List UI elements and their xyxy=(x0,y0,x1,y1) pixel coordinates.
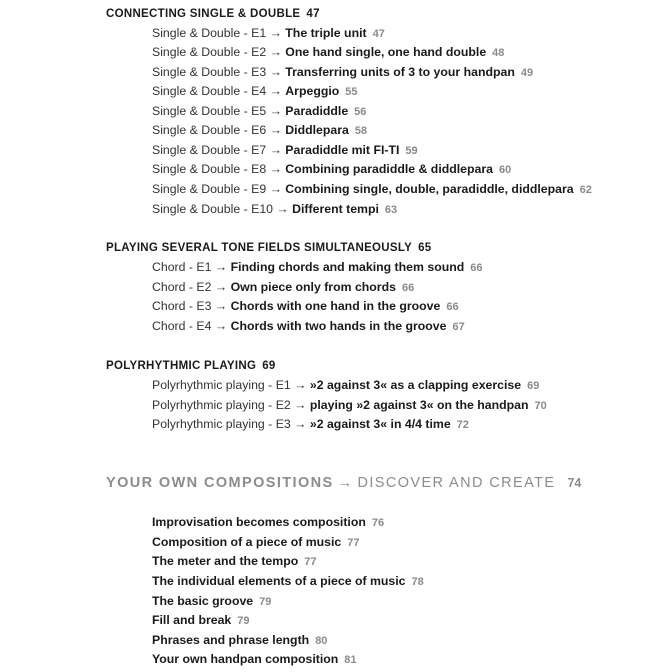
entry-title: »2 against 3« in 4/4 time xyxy=(309,417,451,431)
entry-prefix: Chord - E2 → xyxy=(152,280,231,294)
section-title: PLAYING SEVERAL TONE FIELDS SIMULTANEOUSLY xyxy=(106,242,413,254)
entry-title: Arpeggio xyxy=(285,84,340,98)
section-title: POLYRHYTHMIC PLAYING xyxy=(106,360,257,372)
toc-entry[interactable] xyxy=(152,613,250,627)
entry-page-number: 80 xyxy=(315,635,328,647)
entry-page-number: 79 xyxy=(237,615,250,627)
entry-prefix: Single & Double - E5 → xyxy=(152,104,286,118)
entry-page-number: 78 xyxy=(411,576,424,588)
entry-page-number: 56 xyxy=(354,106,367,118)
part-title-bold: YOUR OWN COMPOSITIONS xyxy=(106,475,334,491)
toc-entry[interactable] xyxy=(152,652,357,666)
entry-title: playing »2 against 3« on the handpan xyxy=(309,398,529,412)
toc-entry[interactable] xyxy=(152,143,418,157)
entry-page-number: 79 xyxy=(259,596,272,608)
toc-entry[interactable] xyxy=(152,162,511,176)
entry-title: The meter and the tempo xyxy=(152,554,299,568)
arrow-right-icon: → xyxy=(337,475,354,491)
section-page-number: 65 xyxy=(418,242,432,254)
toc-entry[interactable] xyxy=(152,319,465,333)
entry-page-number: 66 xyxy=(446,301,459,313)
entry-title: Your own handpan composition xyxy=(152,652,339,666)
toc-entry[interactable] xyxy=(152,535,360,549)
entry-page-number: 72 xyxy=(456,419,469,431)
entry-title: Composition of a piece of music xyxy=(152,535,342,549)
toc-entry[interactable] xyxy=(152,417,469,431)
entry-prefix: Single & Double - E8 → xyxy=(152,162,286,176)
toc-entry[interactable] xyxy=(152,84,358,98)
entry-page-number: 47 xyxy=(372,28,385,40)
entry-title: The triple unit xyxy=(285,26,367,40)
entry-prefix: Polyrhythmic playing - E2 → xyxy=(152,398,310,412)
entry-page-number: 59 xyxy=(405,145,418,157)
entry-page-number: 58 xyxy=(354,125,368,137)
section-page-number: 69 xyxy=(262,360,276,372)
entry-page-number: 48 xyxy=(492,47,505,59)
entry-title: Diddlepara xyxy=(285,123,349,137)
entry-title: The individual elements of a piece of music xyxy=(152,574,406,588)
entry-title: Improvisation becomes composition xyxy=(152,515,366,529)
entry-prefix: Single & Double - E9 → xyxy=(152,182,286,196)
entry-title: »2 against 3« as a clapping exercise xyxy=(309,378,522,392)
part-page-number: 74 xyxy=(567,476,582,490)
entry-prefix: Chord - E1 → xyxy=(152,260,231,274)
section-heading[interactable] xyxy=(106,242,432,254)
section-heading[interactable] xyxy=(106,8,320,20)
toc-entry[interactable] xyxy=(152,123,367,137)
entry-prefix: Polyrhythmic playing - E1 → xyxy=(152,378,310,392)
entry-page-number: 76 xyxy=(371,517,385,529)
toc-entry[interactable] xyxy=(152,182,592,196)
part-heading[interactable] xyxy=(106,475,581,491)
toc-entry[interactable] xyxy=(152,398,547,412)
entry-prefix: Single & Double - E10 → xyxy=(152,202,293,216)
entry-title: Combining single, double, paradiddle, diddlepara xyxy=(285,182,574,196)
section-heading[interactable] xyxy=(106,360,276,372)
toc-entry[interactable] xyxy=(152,378,539,392)
entry-page-number: 70 xyxy=(534,400,547,412)
toc-entry[interactable] xyxy=(152,633,327,647)
entry-title: Different tempi xyxy=(292,202,379,216)
toc-entry[interactable] xyxy=(152,515,384,529)
entry-title: Chords with one hand in the groove xyxy=(230,299,441,313)
entry-page-number: 77 xyxy=(304,556,317,568)
entry-prefix: Single & Double - E4 → xyxy=(152,84,286,98)
entry-prefix: Single & Double - E2 → xyxy=(152,45,286,59)
toc-entry[interactable] xyxy=(152,594,271,608)
entry-title: The basic groove xyxy=(152,594,254,608)
entry-page-number: 77 xyxy=(347,537,360,549)
toc-entry[interactable] xyxy=(152,554,316,568)
entry-page-number: 63 xyxy=(384,204,398,216)
entry-page-number: 81 xyxy=(344,654,357,666)
entry-page-number: 55 xyxy=(345,86,358,98)
entry-title: Paradiddle xyxy=(285,104,349,118)
toc-entry[interactable] xyxy=(152,104,366,118)
entry-page-number: 67 xyxy=(452,321,465,333)
entry-prefix: Chord - E4 → xyxy=(152,319,231,333)
toc-entry[interactable] xyxy=(152,260,483,274)
toc-entry[interactable] xyxy=(152,45,504,59)
part-title-rest: DISCOVER AND CREATE xyxy=(357,475,556,491)
toc-entry[interactable] xyxy=(152,65,533,79)
entry-title: One hand single, one hand double xyxy=(285,45,487,59)
entry-prefix: Chord - E3 → xyxy=(152,299,231,313)
section-page-number: 47 xyxy=(306,8,320,20)
entry-title: Chords with two hands in the groove xyxy=(230,319,447,333)
toc-entry[interactable] xyxy=(152,280,414,294)
entry-page-number: 69 xyxy=(527,380,540,392)
entry-page-number: 62 xyxy=(579,184,592,196)
entry-title: Transferring units of 3 to your handpan xyxy=(285,65,515,79)
entry-title: Fill and break xyxy=(152,613,232,627)
toc-entry[interactable] xyxy=(152,574,424,588)
entry-page-number: 66 xyxy=(470,262,483,274)
entry-title: Own piece only from chords xyxy=(230,280,396,294)
entry-page-number: 60 xyxy=(499,164,512,176)
toc-entry[interactable] xyxy=(152,299,459,313)
entry-prefix: Single & Double - E6 → xyxy=(152,123,286,137)
entry-prefix: Polyrhythmic playing - E3 → xyxy=(152,417,310,431)
entry-title: Paradiddle mit FI-TI xyxy=(285,143,400,157)
entry-title: Finding chords and making them sound xyxy=(230,260,465,274)
entry-page-number: 66 xyxy=(401,282,415,294)
entry-prefix: Single & Double - E3 → xyxy=(152,65,286,79)
entry-title: Phrases and phrase length xyxy=(152,633,310,647)
toc-entry[interactable] xyxy=(152,26,385,40)
entry-prefix: Single & Double - E1 → xyxy=(152,26,286,40)
entry-prefix: Single & Double - E7 → xyxy=(152,143,286,157)
section-title: CONNECTING SINGLE & DOUBLE xyxy=(106,8,301,20)
entry-page-number: 49 xyxy=(520,67,534,79)
toc-entry[interactable] xyxy=(152,202,397,216)
entry-title: Combining paradiddle & diddlepara xyxy=(285,162,493,176)
